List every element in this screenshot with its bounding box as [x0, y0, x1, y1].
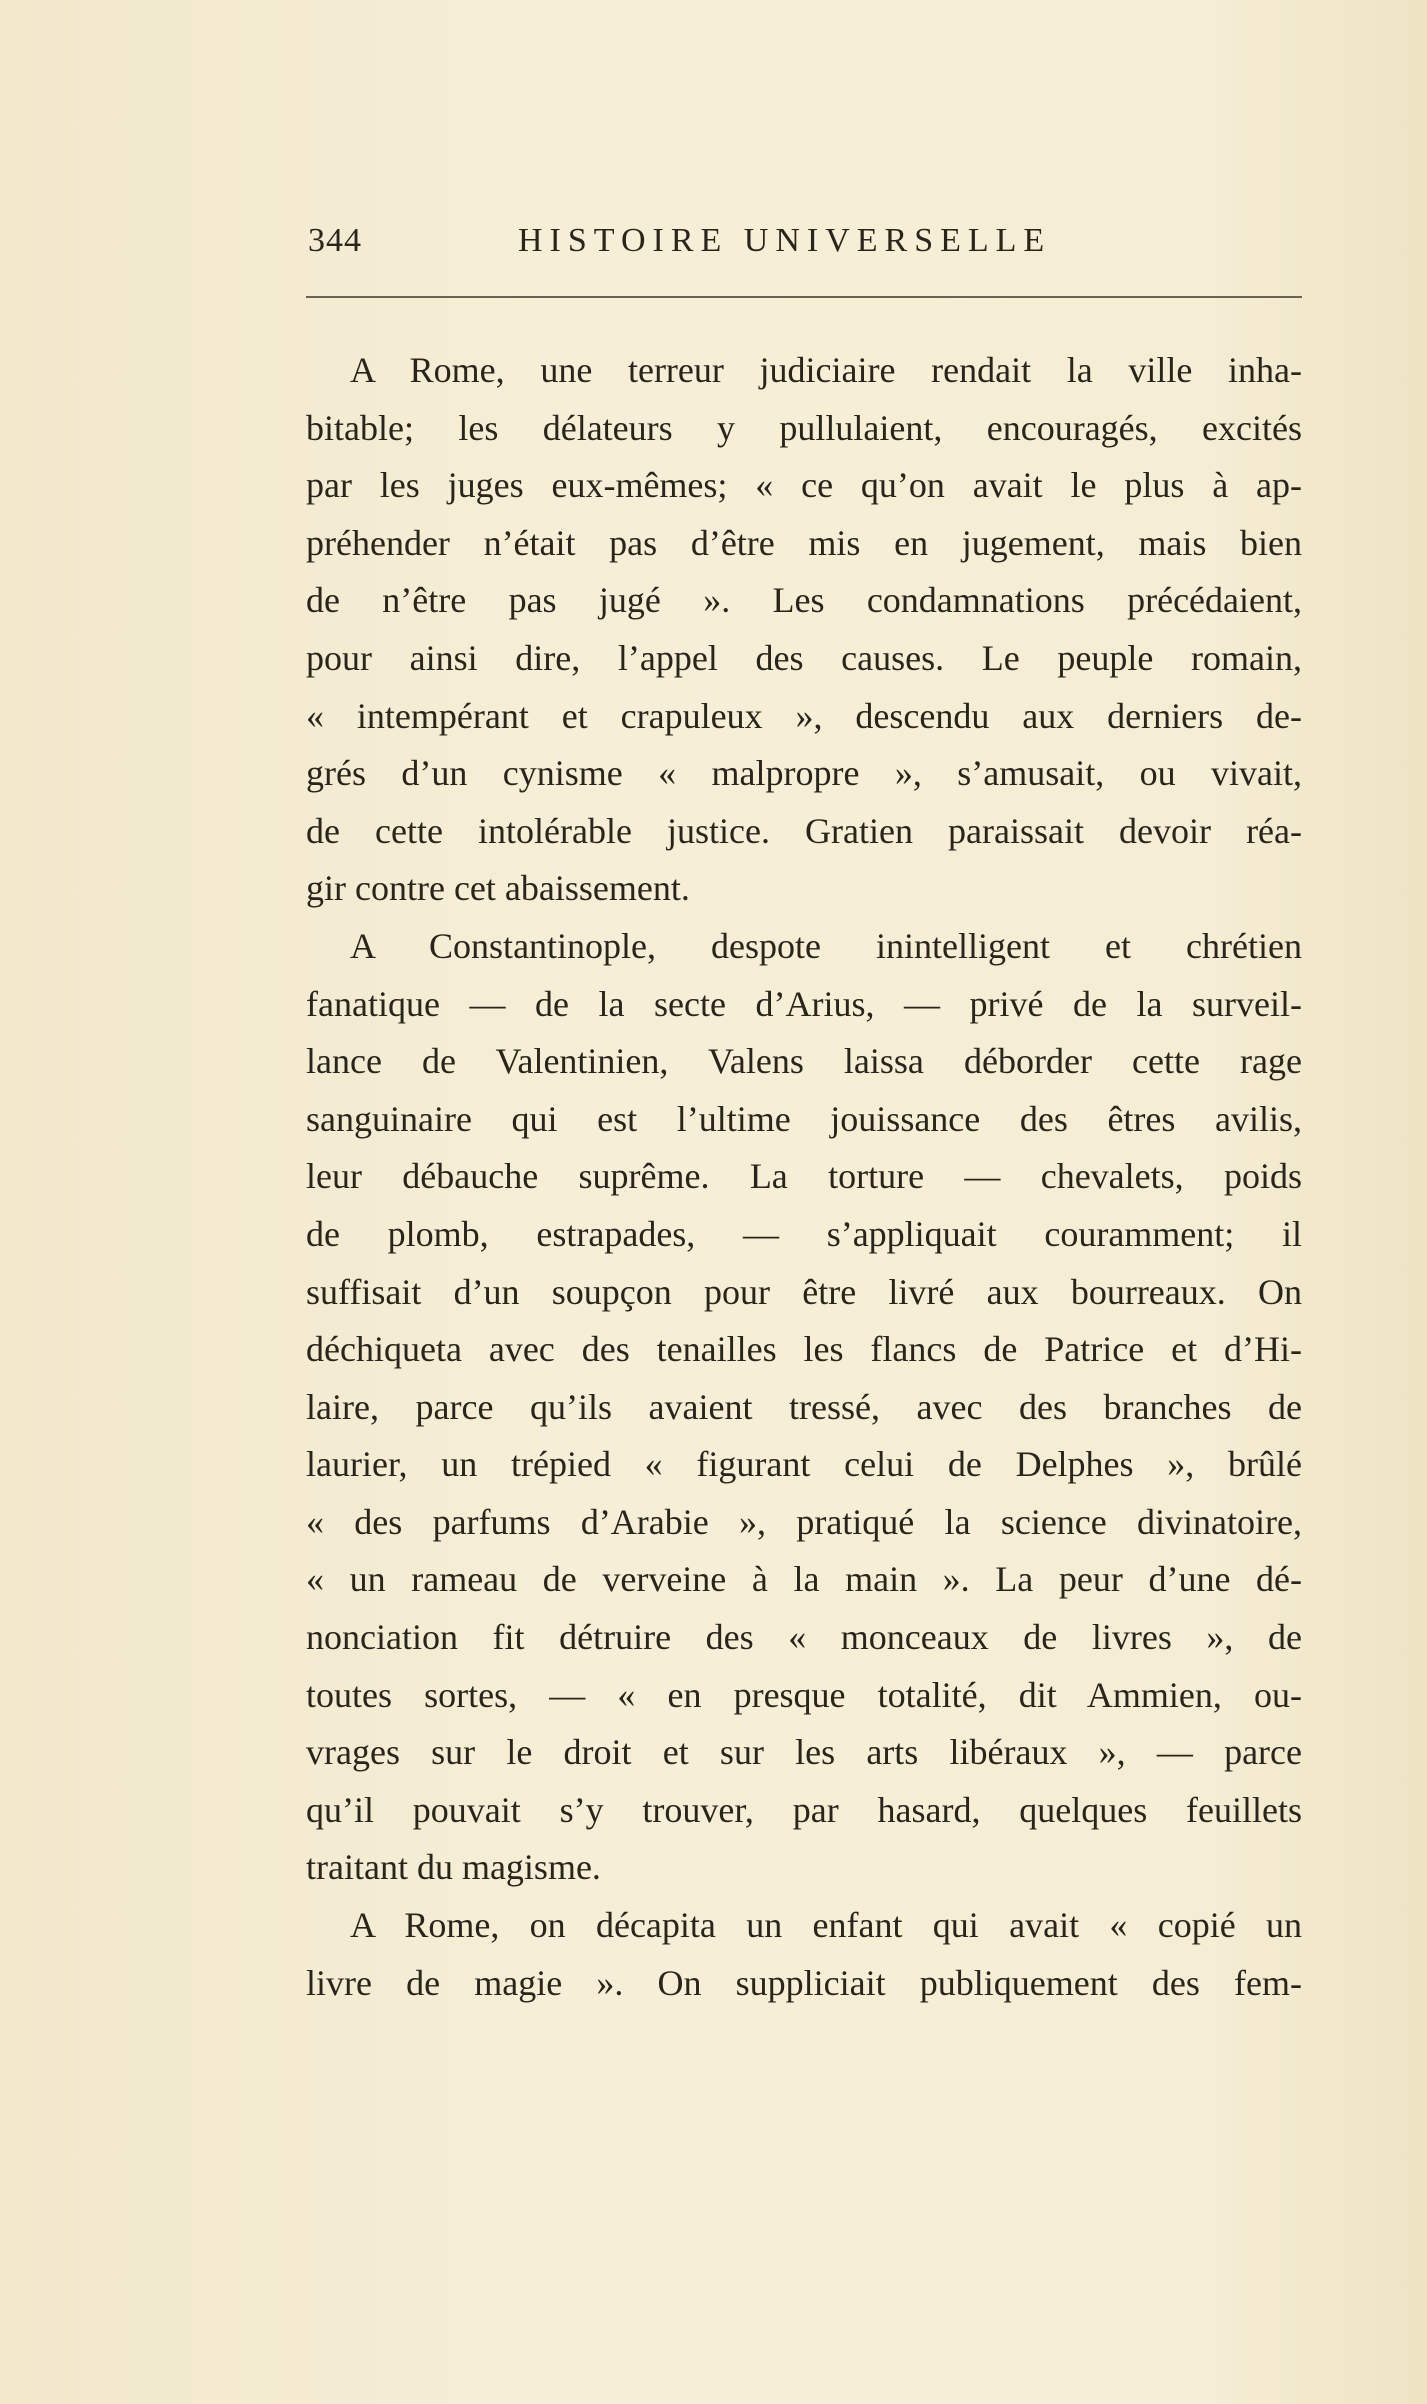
text-line: toutes sortes, — « en presque totalité, dit Ammien, ou-: [306, 1674, 1302, 1715]
text-line: de n’être pas jugé ». Les condamnations précédaient,: [306, 580, 1302, 621]
text-line: A Rome, on décapita un enfant qui avait « copié un: [350, 1905, 1302, 1946]
page-number: 344: [308, 222, 362, 259]
page-header: [308, 222, 1300, 272]
text-line: préhender n’était pas d’être mis en jugement, mais bien: [306, 522, 1302, 563]
text-line: bitable; les délateurs y pullulaient, encouragés, excités: [306, 407, 1302, 448]
text-line: par les juges eux-mêmes; « ce qu’on avait le plus à ap-: [306, 465, 1302, 506]
text-line: « intempérant et crapuleux », descendu aux derniers de-: [306, 695, 1302, 736]
text-line: laire, parce qu’ils avaient tressé, avec des branches de: [306, 1386, 1302, 1427]
text-line: gir contre cet abaissement.: [306, 868, 690, 909]
text-line: A Rome, une terreur judiciaire rendait la ville inha-: [350, 350, 1302, 390]
text-line: lance de Valentinien, Valens laissa déborder cette rage: [306, 1041, 1302, 1082]
text-line: « un rameau de verveine à la main ». La peur d’une dé-: [306, 1559, 1302, 1600]
text-line: sanguinaire qui est l’ultime jouissance des êtres avilis,: [306, 1098, 1302, 1139]
text-line: de plomb, estrapades, — s’appliquait couramment; il: [306, 1213, 1302, 1254]
header-rule: [306, 296, 1302, 298]
text-line: de cette intolérable justice. Gratien paraissait devoir réa-: [306, 810, 1302, 851]
body-text: [306, 342, 1302, 2012]
text-line: vrages sur le droit et sur les arts libéraux », — parce: [306, 1732, 1302, 1773]
text-line: pour ainsi dire, l’appel des causes. Le peuple romain,: [306, 637, 1302, 678]
text-line: déchiqueta avec des tenailles les flancs de Patrice et d’Hi-: [306, 1329, 1302, 1370]
text-line: qu’il pouvait s’y trouver, par hasard, quelques feuillets: [306, 1789, 1302, 1830]
text-line: « des parfums d’Arabie », pratiqué la science divinatoire,: [306, 1501, 1302, 1542]
text-line: leur débauche suprême. La torture — chevalets, poids: [306, 1156, 1302, 1197]
text-line: fanatique — de la secte d’Arius, — privé de la surveil-: [306, 983, 1302, 1024]
text-line: A Constantinople, despote inintelligent et chrétien: [350, 925, 1302, 966]
text-line: livre de magie ». On suppliciait publiquement des fem-: [306, 1962, 1302, 2003]
text-line: suffisait d’un soupçon pour être livré aux bourreaux. On: [306, 1271, 1302, 1312]
text-line: traitant du magisme.: [306, 1847, 601, 1888]
text-line: nonciation fit détruire des « monceaux de livres », de: [306, 1617, 1302, 1658]
text-line: grés d’un cynisme « malpropre », s’amusait, ou vivait,: [306, 753, 1302, 794]
running-title: HISTOIRE UNIVERSELLE: [518, 222, 1052, 259]
text-line: laurier, un trépied « figurant celui de Delphes », brûlé: [306, 1444, 1302, 1485]
